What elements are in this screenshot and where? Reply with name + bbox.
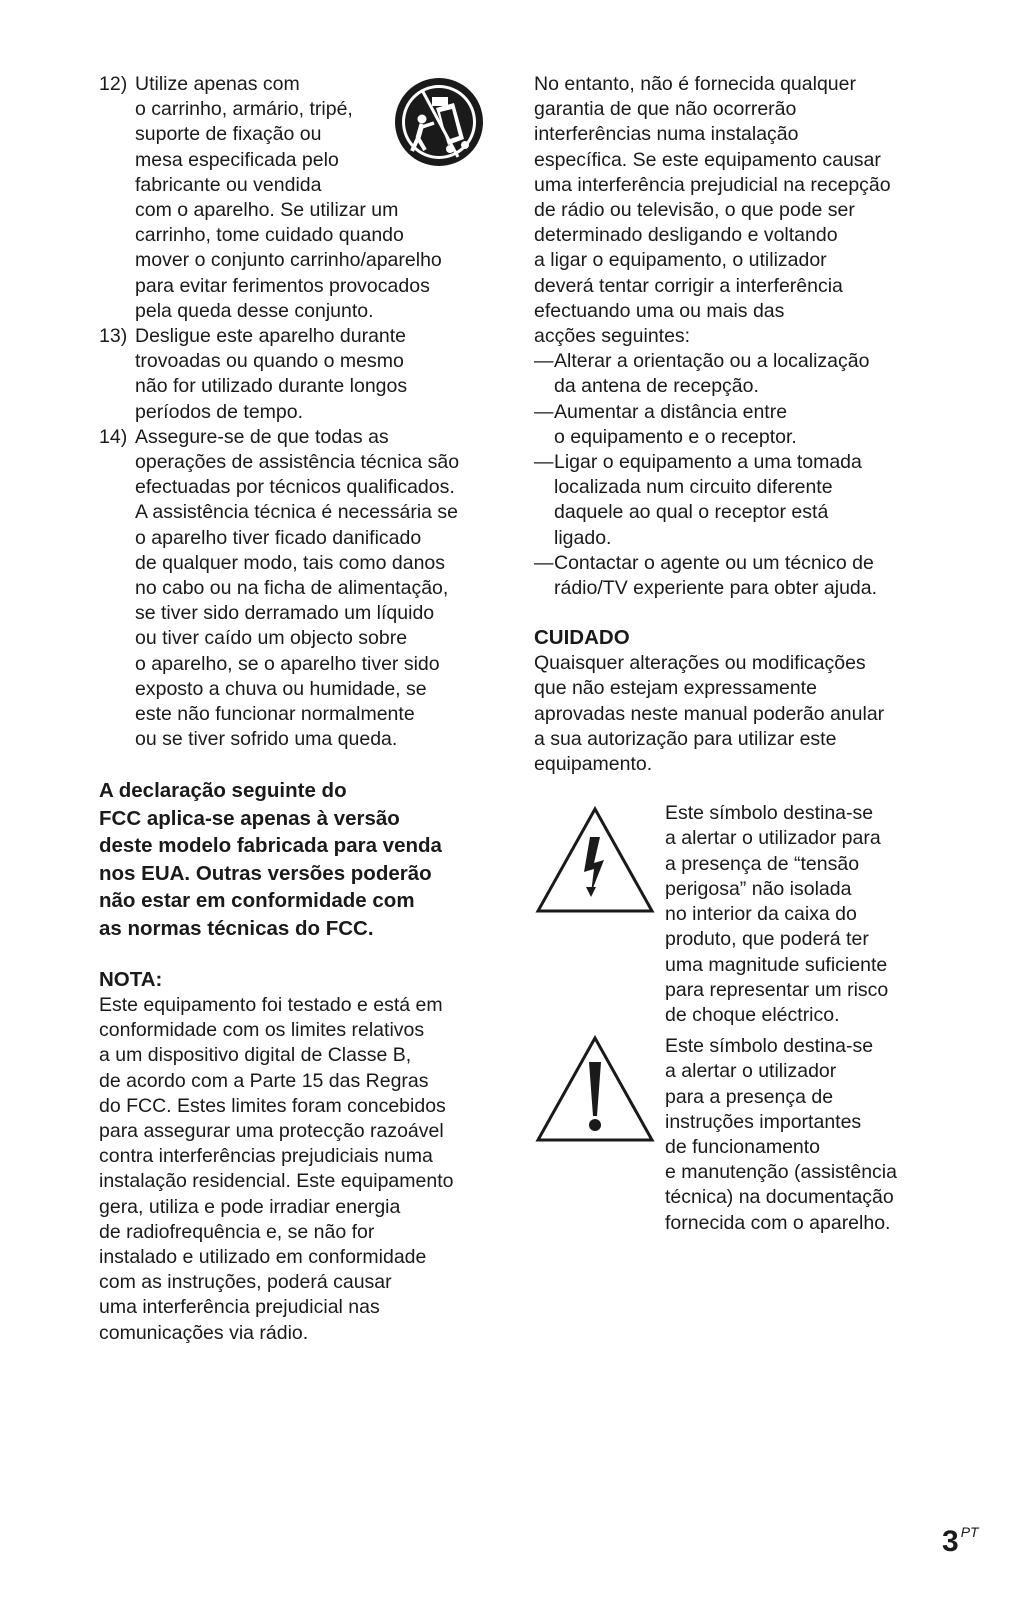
text-line: ligado. [554,526,612,549]
text-line: daquele ao qual o receptor está [554,501,829,524]
text-line: efectuando uma ou mais das [534,299,785,322]
text-line: deverá tentar corrigir a interferência [534,274,843,297]
nota-body [99,993,489,1346]
lightning-symbol-text [665,801,929,1028]
text-line: Aumentar a distância entre [554,400,788,423]
text-line: conformidade com os limites relativos [99,1019,425,1042]
text-line: para evitar ferimentos provocados [135,274,430,297]
text-line: contra interferências prejudiciais numa [99,1145,433,1168]
text-line: com as instruções, poderá causar [99,1271,392,1294]
text-line: trovoadas ou quando o mesmo [135,350,404,373]
text-line: uma magnitude suficiente [665,953,888,976]
text-line: para assegurar uma protecção razoável [99,1119,444,1142]
text-line: o aparelho tiver ficado danificado [135,526,422,549]
text-line: o aparelho, se o aparelho tiver sido [135,652,440,675]
text-line: no cabo ou na ficha de alimentação, [135,577,449,600]
text-line: rádio/TV experiente para obter ajuda. [554,577,878,600]
text-line: Este símbolo destina-se [665,1035,874,1058]
dash-bullet: — [534,350,554,373]
fcc-statement [99,777,489,941]
dash-bullet: — [534,551,554,574]
text-line: não for utilizado durante longos [135,375,408,398]
text-line: a alertar o utilizador [665,1060,837,1083]
text-line: com o aparelho. Se utilizar um [135,199,399,222]
text-line: Utilize apenas com [135,73,300,95]
text-line: específica. Se este equipamento causar [534,148,881,171]
text-line: operações de assistência técnica são [135,451,460,474]
exclamation-symbol-block [534,1034,929,1236]
cuidado-heading: CUIDADO [534,626,630,650]
text-line: Contactar o agente ou um técnico de [554,551,874,574]
numbered-item [99,324,489,425]
text-line: localizada num circuito diferente [554,476,833,499]
text-line: mesa especificada pelo [135,148,339,171]
text-line: Ligar o equipamento a uma tomada [554,451,862,474]
page-number: 3 $^{PT}$ [942,1524,979,1558]
lightning-symbol-block [534,801,929,1028]
text-line: equipamento. [534,753,653,776]
text-line: Alterar a orientação ou a localização [554,350,870,373]
text-line: de choque eléctrico. [665,1003,840,1026]
text-line: o carrinho, armário, tripé, [135,98,353,121]
text-line: se tiver sido derramado um líquido [135,602,435,625]
text-line: fabricante ou vendida [135,173,322,196]
lightning-triangle-icon [534,805,656,915]
text-line: que não estejam expressamente [534,677,817,700]
text-line: e manutenção (assistência [665,1161,897,1184]
text-line: Este equipamento foi testado e está em [99,993,443,1016]
text-line: ou tiver caído um objecto sobre [135,627,408,650]
dash-bullet: — [534,400,554,423]
text-line: No entanto, não é fornecida qualquer [534,73,856,95]
measure-item [534,400,929,450]
text-line: técnica) na documentação [665,1186,894,1209]
text-line: a um dispositivo digital de Classe B, [99,1044,412,1067]
measure-item [534,551,929,601]
text-line: de qualquer modo, tais como danos [135,551,446,574]
text-line: as normas técnicas do FCC. [99,916,374,940]
text-line: uma interferência prejudicial nas [99,1296,380,1319]
text-line: A assistência técnica é necessária se [135,501,459,524]
nota-heading: NOTA: [99,967,163,991]
safety-instructions-list [99,72,489,752]
text-line: carrinho, tome cuidado quando [135,224,404,247]
interference-measures-list [534,349,929,601]
text-line: instruções importantes [665,1110,862,1133]
dash-bullet: — [534,451,554,474]
text-line: a presença de “tensão [665,852,860,875]
text-line: garantia de que não ocorrerão [534,98,797,121]
text-line: da antena de recepção. [554,375,759,398]
text-line: Quaisquer alterações ou modificações [534,652,866,675]
text-line: de rádio ou televisão, o que pode ser [534,199,855,222]
text-line: instalado e utilizado em conformidade [99,1245,427,1268]
text-line: Este símbolo destina-se [665,802,874,825]
text-line: suporte de fixação ou [135,123,322,146]
text-line: de acordo com a Parte 15 das Regras [99,1069,429,1092]
text-line: deste modelo fabricada para venda [99,834,442,858]
text-line: determinado desligando e voltando [534,224,838,247]
text-line: acções seguintes: [534,325,691,348]
text-line: períodos de tempo. [135,400,304,423]
text-line: A declaração seguinte do [99,779,347,803]
text-line: ou se tiver sofrido uma queda. [135,728,398,751]
text-line: a ligar o equipamento, o utilizador [534,249,827,272]
text-line: para a presença de [665,1085,834,1108]
measure-item [534,450,929,551]
text-line: gera, utiliza e pode irradiar energia [99,1195,401,1218]
item-number: 13) [99,325,128,348]
right-column [534,72,929,1236]
text-line: interferências numa instalação [534,123,799,146]
text-line: FCC aplica-se apenas à versão [99,806,400,830]
numbered-item [99,72,489,324]
exclamation-triangle-icon [534,1034,656,1144]
text-line: fornecida com o aparelho. [665,1211,891,1234]
exclamation-symbol-text [665,1034,929,1236]
cuidado-body [534,651,929,777]
text-line: aprovadas neste manual poderão anular [534,702,885,725]
text-line: a alertar o utilizador para [665,827,881,850]
item-number: 14) [99,425,128,448]
text-line: no interior da caixa do [665,903,857,926]
text-line: produto, que poderá ter [665,928,869,951]
text-line: pela queda desse conjunto. [135,299,374,322]
text-line: efectuadas por técnicos qualificados. [135,476,455,499]
text-line: este não funcionar normalmente [135,703,415,726]
text-line: perigosa” não isolada [665,877,852,900]
measure-item [534,349,929,399]
text-line: mover o conjunto carrinho/aparelho [135,249,442,272]
text-line: comunicações via rádio. [99,1321,309,1344]
text-line: exposto a chuva ou humidade, se [135,677,427,700]
text-line: uma interferência prejudicial na recepção [534,173,891,196]
text-line: Desligue este aparelho durante [135,325,407,348]
text-line: instalação residencial. Este equipamento [99,1170,454,1193]
text-line: para representar um risco [665,978,889,1001]
text-line: de funcionamento [665,1135,821,1158]
text-line: do FCC. Estes limites foram concebidos [99,1094,446,1117]
left-column [99,72,489,1346]
text-line: Assegure-se de que todas as [135,425,389,448]
text-line: de radiofrequência e, se não for [99,1220,375,1243]
numbered-item [99,425,489,753]
item-number: 12) [99,73,128,95]
text-line: nos EUA. Outras versões poderão [99,861,432,885]
text-line: não estar em conformidade com [99,889,415,913]
text-line: a sua autorização para utilizar este [534,727,837,750]
interference-intro [534,72,929,349]
text-line: o equipamento e o receptor. [554,425,797,448]
